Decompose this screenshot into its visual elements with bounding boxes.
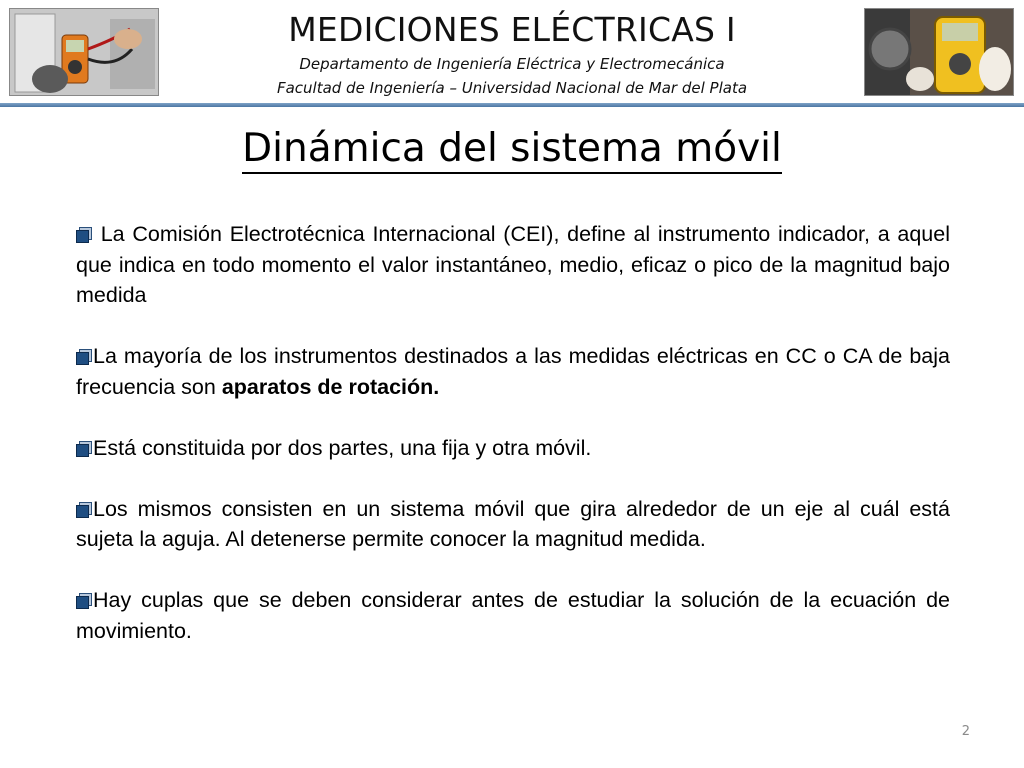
multimeter-photo-right xyxy=(864,8,1014,96)
checkbox-bullet-icon xyxy=(76,593,91,608)
faculty-name: Facultad de Ingeniería – Universidad Nacional de Mar del Plata xyxy=(276,79,748,97)
bullet-text: La mayoría de los instrumentos destinados a las medidas eléctricas en CC o CA de baja frecuencia son xyxy=(76,344,950,399)
multimeter-photo-left xyxy=(9,8,159,96)
bullet-item xyxy=(76,494,950,555)
bullet-text: Está constituida por dos partes, una fija y otra móvil. xyxy=(93,435,592,460)
multimeter-photo-left-graphic xyxy=(10,9,159,96)
header-divider xyxy=(0,103,1024,107)
checkbox-bullet-icon xyxy=(76,502,91,517)
course-title: MEDICIONES ELÉCTRICAS I xyxy=(288,10,736,49)
bullet-item xyxy=(76,219,950,311)
checkbox-bullet-icon xyxy=(76,349,91,364)
bullet-text: La Comisión Electrotécnica Internacional (CEI), define al instrumento indicador, a aquel que indica en todo momento el valor instantáneo, medio, eficaz o pico de la magnitud bajo medida xyxy=(76,222,950,307)
department-name: Departamento de Ingeniería Eléctrica y Electromecánica xyxy=(299,55,725,73)
slide-header xyxy=(0,0,1024,110)
bullet-text: Los mismos consisten en un sistema móvil que gira alrededor de un eje al cuál está sujeta la aguja. Al detenerse permite conocer la magnitud medida. xyxy=(76,496,950,551)
bullet-bold-text: aparatos de rotación. xyxy=(221,374,440,399)
slide-content xyxy=(76,219,950,677)
bullet-text: Hay cuplas que se deben considerar antes de estudiar la solución de la ecuación de movimiento. xyxy=(76,588,950,643)
multimeter-photo-right-graphic xyxy=(865,9,1014,96)
checkbox-bullet-icon xyxy=(76,441,91,456)
page-number: 2 xyxy=(961,724,970,739)
slide-title xyxy=(0,122,1024,176)
bullet-item xyxy=(76,433,950,464)
slide-title-text: Dinámica del sistema móvil xyxy=(242,126,782,174)
bullet-item xyxy=(76,341,950,402)
checkbox-bullet-icon xyxy=(76,227,91,242)
bullet-item xyxy=(76,585,950,646)
header-text xyxy=(170,8,854,100)
